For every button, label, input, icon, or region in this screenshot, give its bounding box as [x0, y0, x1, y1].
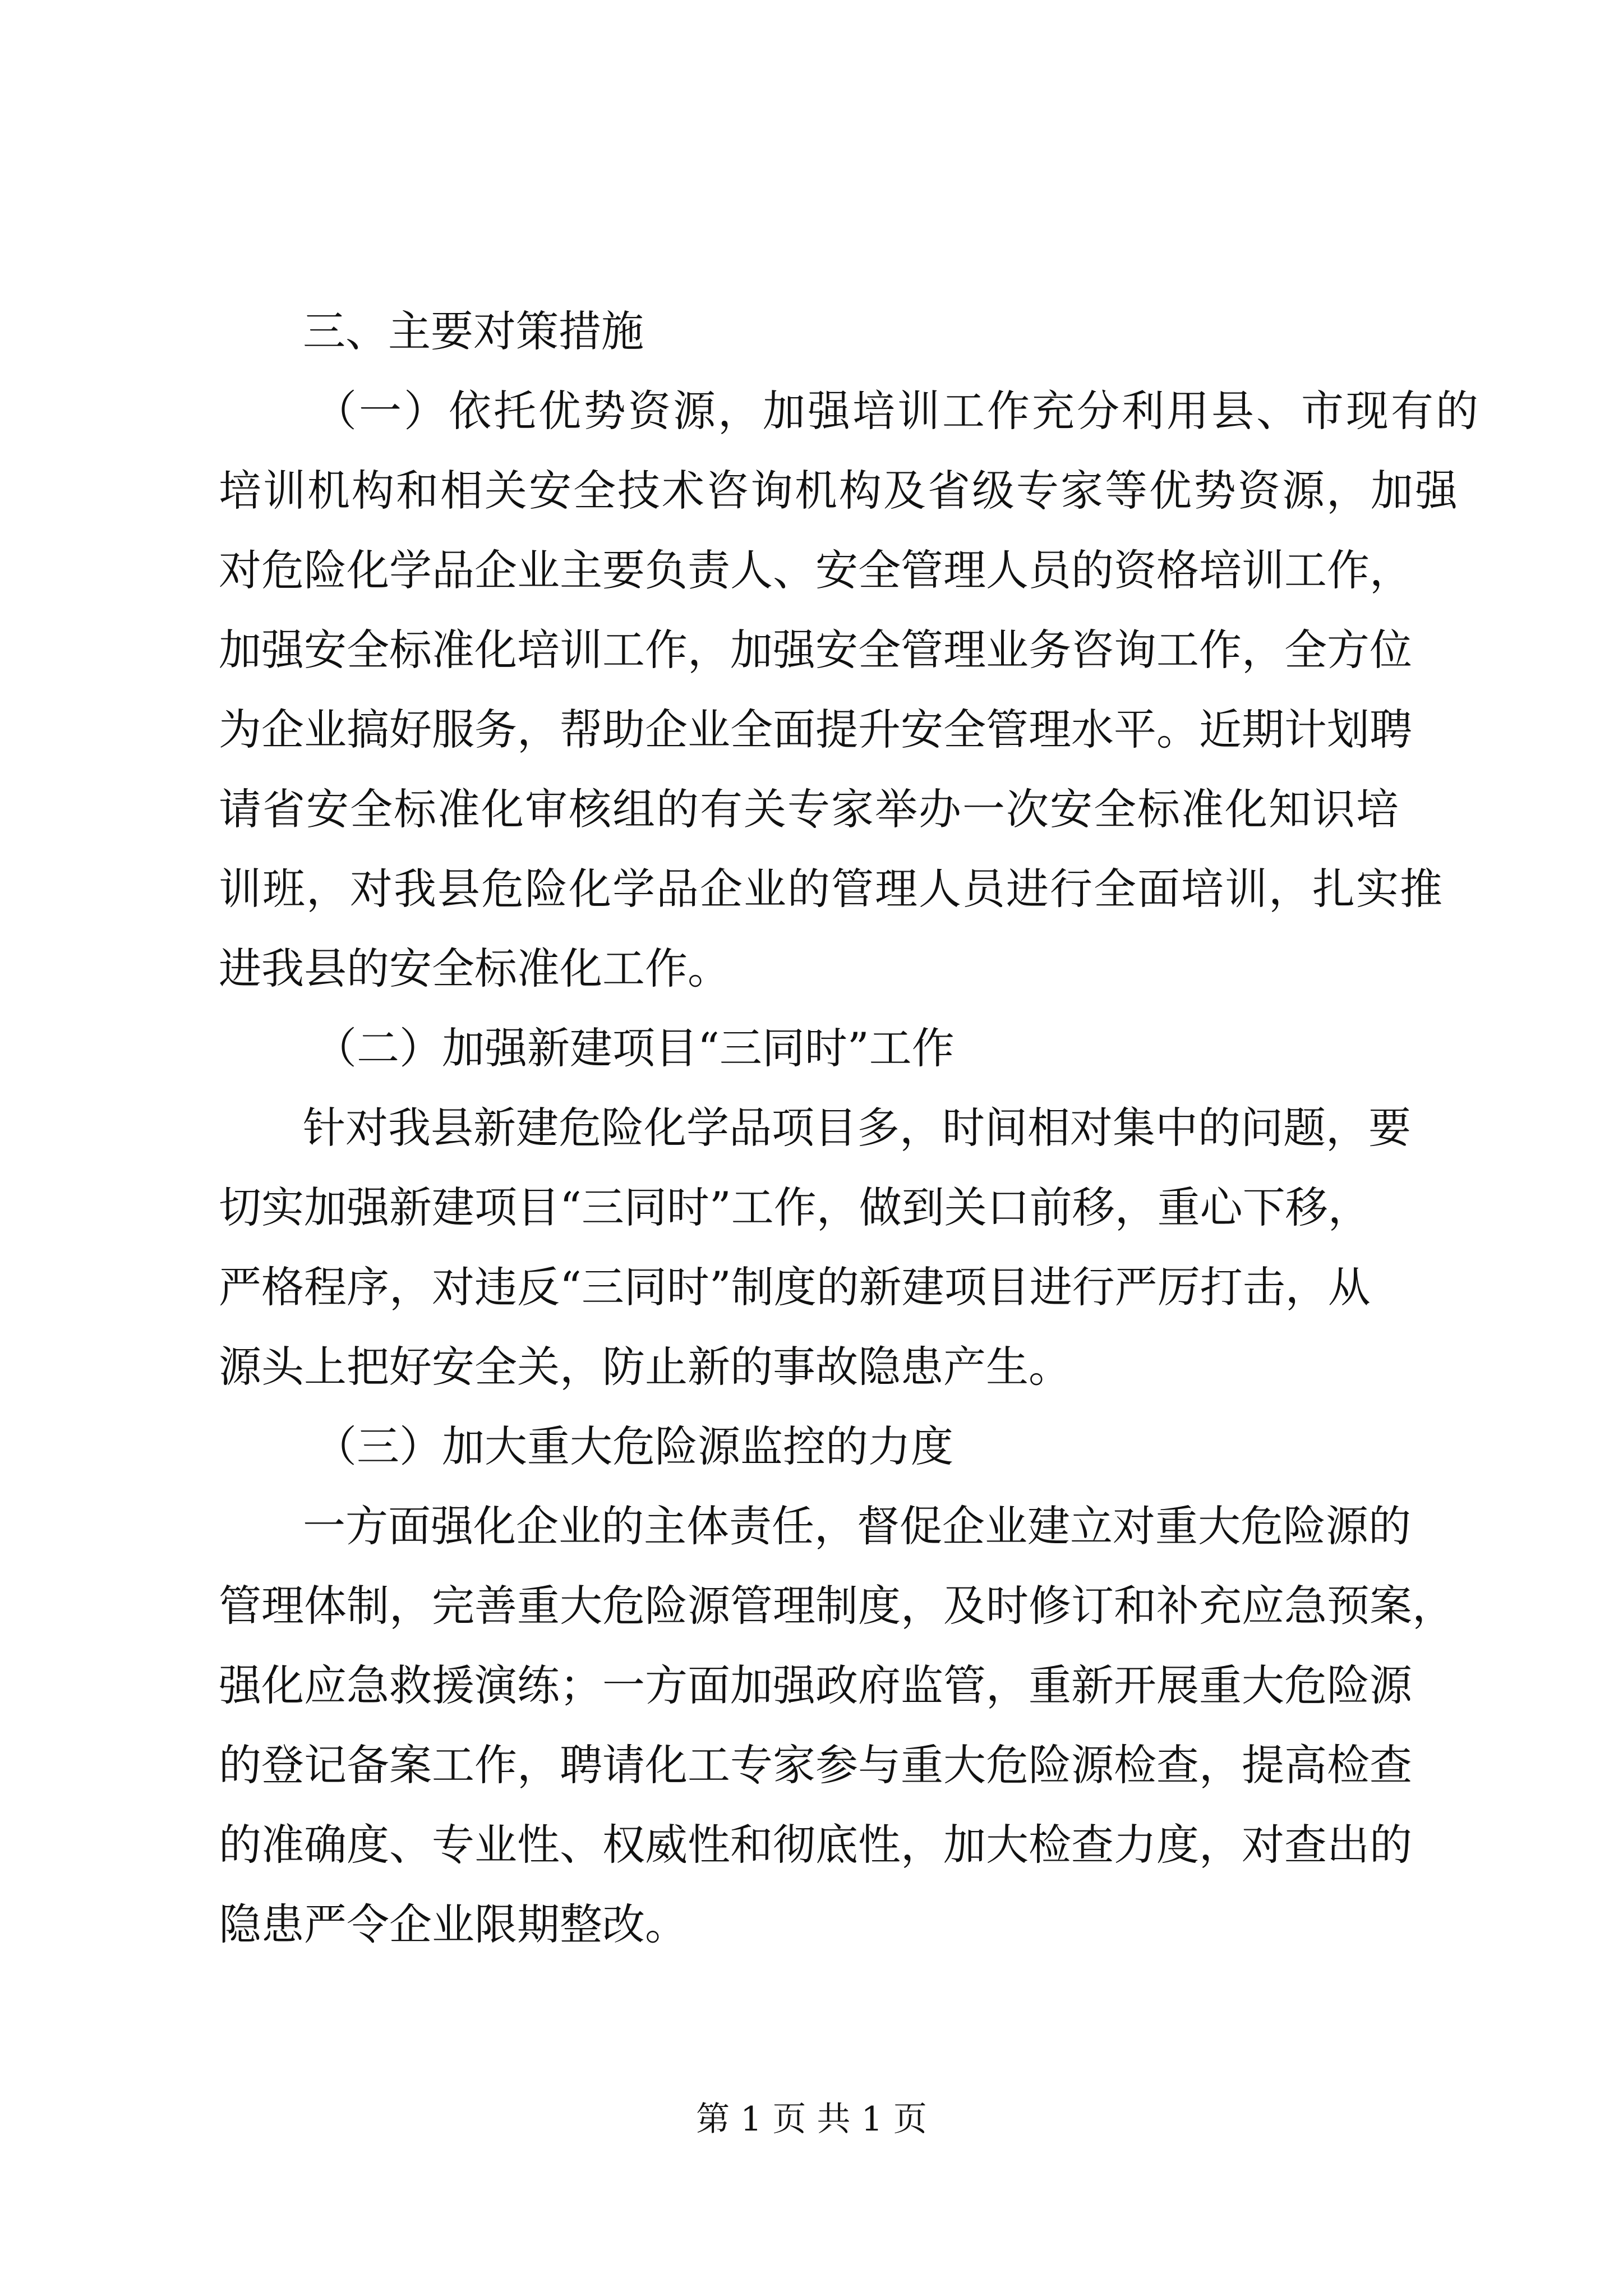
paragraph-line: 进我县的安全标准化工作。 [219, 944, 730, 993]
paragraph-line: 针对我县新建危险化学品项目多，时间相对集中的问题，要 [303, 1103, 1411, 1153]
paragraph-line: 为企业搞好服务，帮助企业全面提升安全管理水平。近期计划聘 [219, 705, 1412, 754]
paragraph-line: 对危险化学品企业主要负责人、安全管理人员的资格培训工作， [219, 545, 1412, 595]
paragraph-line: 管理体制，完善重大危险源管理制度，及时修订和补充应急预案， [219, 1581, 1455, 1631]
paragraph-line: 一方面强化企业的主体责任，督促企业建立对重大危险源的 [303, 1501, 1411, 1551]
paragraph-line: 的准确度、专业性、权威性和彻底性，加大检查力度，对查出的 [219, 1820, 1412, 1870]
paragraph-line: 严格程序，对违反“三同时”制度的新建项目进行严厉打击，从 [219, 1262, 1371, 1312]
paragraph-line: 训班，对我县危险化学品企业的管理人员进行全面培训，扎实推 [219, 864, 1444, 914]
paragraph-line: 加强安全标准化培训工作，加强安全管理业务咨询工作，全方位 [219, 625, 1412, 675]
section-heading: 三、主要对策措施 [303, 306, 644, 356]
paragraph-line: 请省安全标准化审核组的有关专家举办一次安全标准化知识培 [219, 784, 1400, 834]
paragraph-line: 切实加强新建项目“三同时”工作，做到关口前移，重心下移， [219, 1182, 1371, 1232]
subsection-heading-3: （三）加大重大危险源监控的力度 [314, 1421, 953, 1471]
paragraph-line: 培训机构和相关安全技术咨询机构及省级专家等优势资源，加强 [219, 466, 1459, 516]
paragraph-line: 的登记备案工作，聘请化工专家参与重大危险源检查，提高检查 [219, 1740, 1412, 1790]
subsection-heading-2: （二）加强新建项目“三同时”工作 [314, 1023, 955, 1073]
paragraph-line: 隐患严令企业限期整改。 [219, 1899, 688, 1949]
document-body [219, 292, 1481, 1964]
paragraph-line: 强化应急救援演练；一方面加强政府监管，重新开展重大危险源 [219, 1660, 1412, 1710]
subsection-heading-1: （一）依托优势资源，加强培训工作充分利用县、市现有的 [314, 386, 1481, 436]
paragraph-line: 源头上把好安全关，防止新的事故隐患产生。 [219, 1342, 1071, 1392]
page-number-footer: 第 1 页 共 1 页 [696, 2100, 927, 2139]
